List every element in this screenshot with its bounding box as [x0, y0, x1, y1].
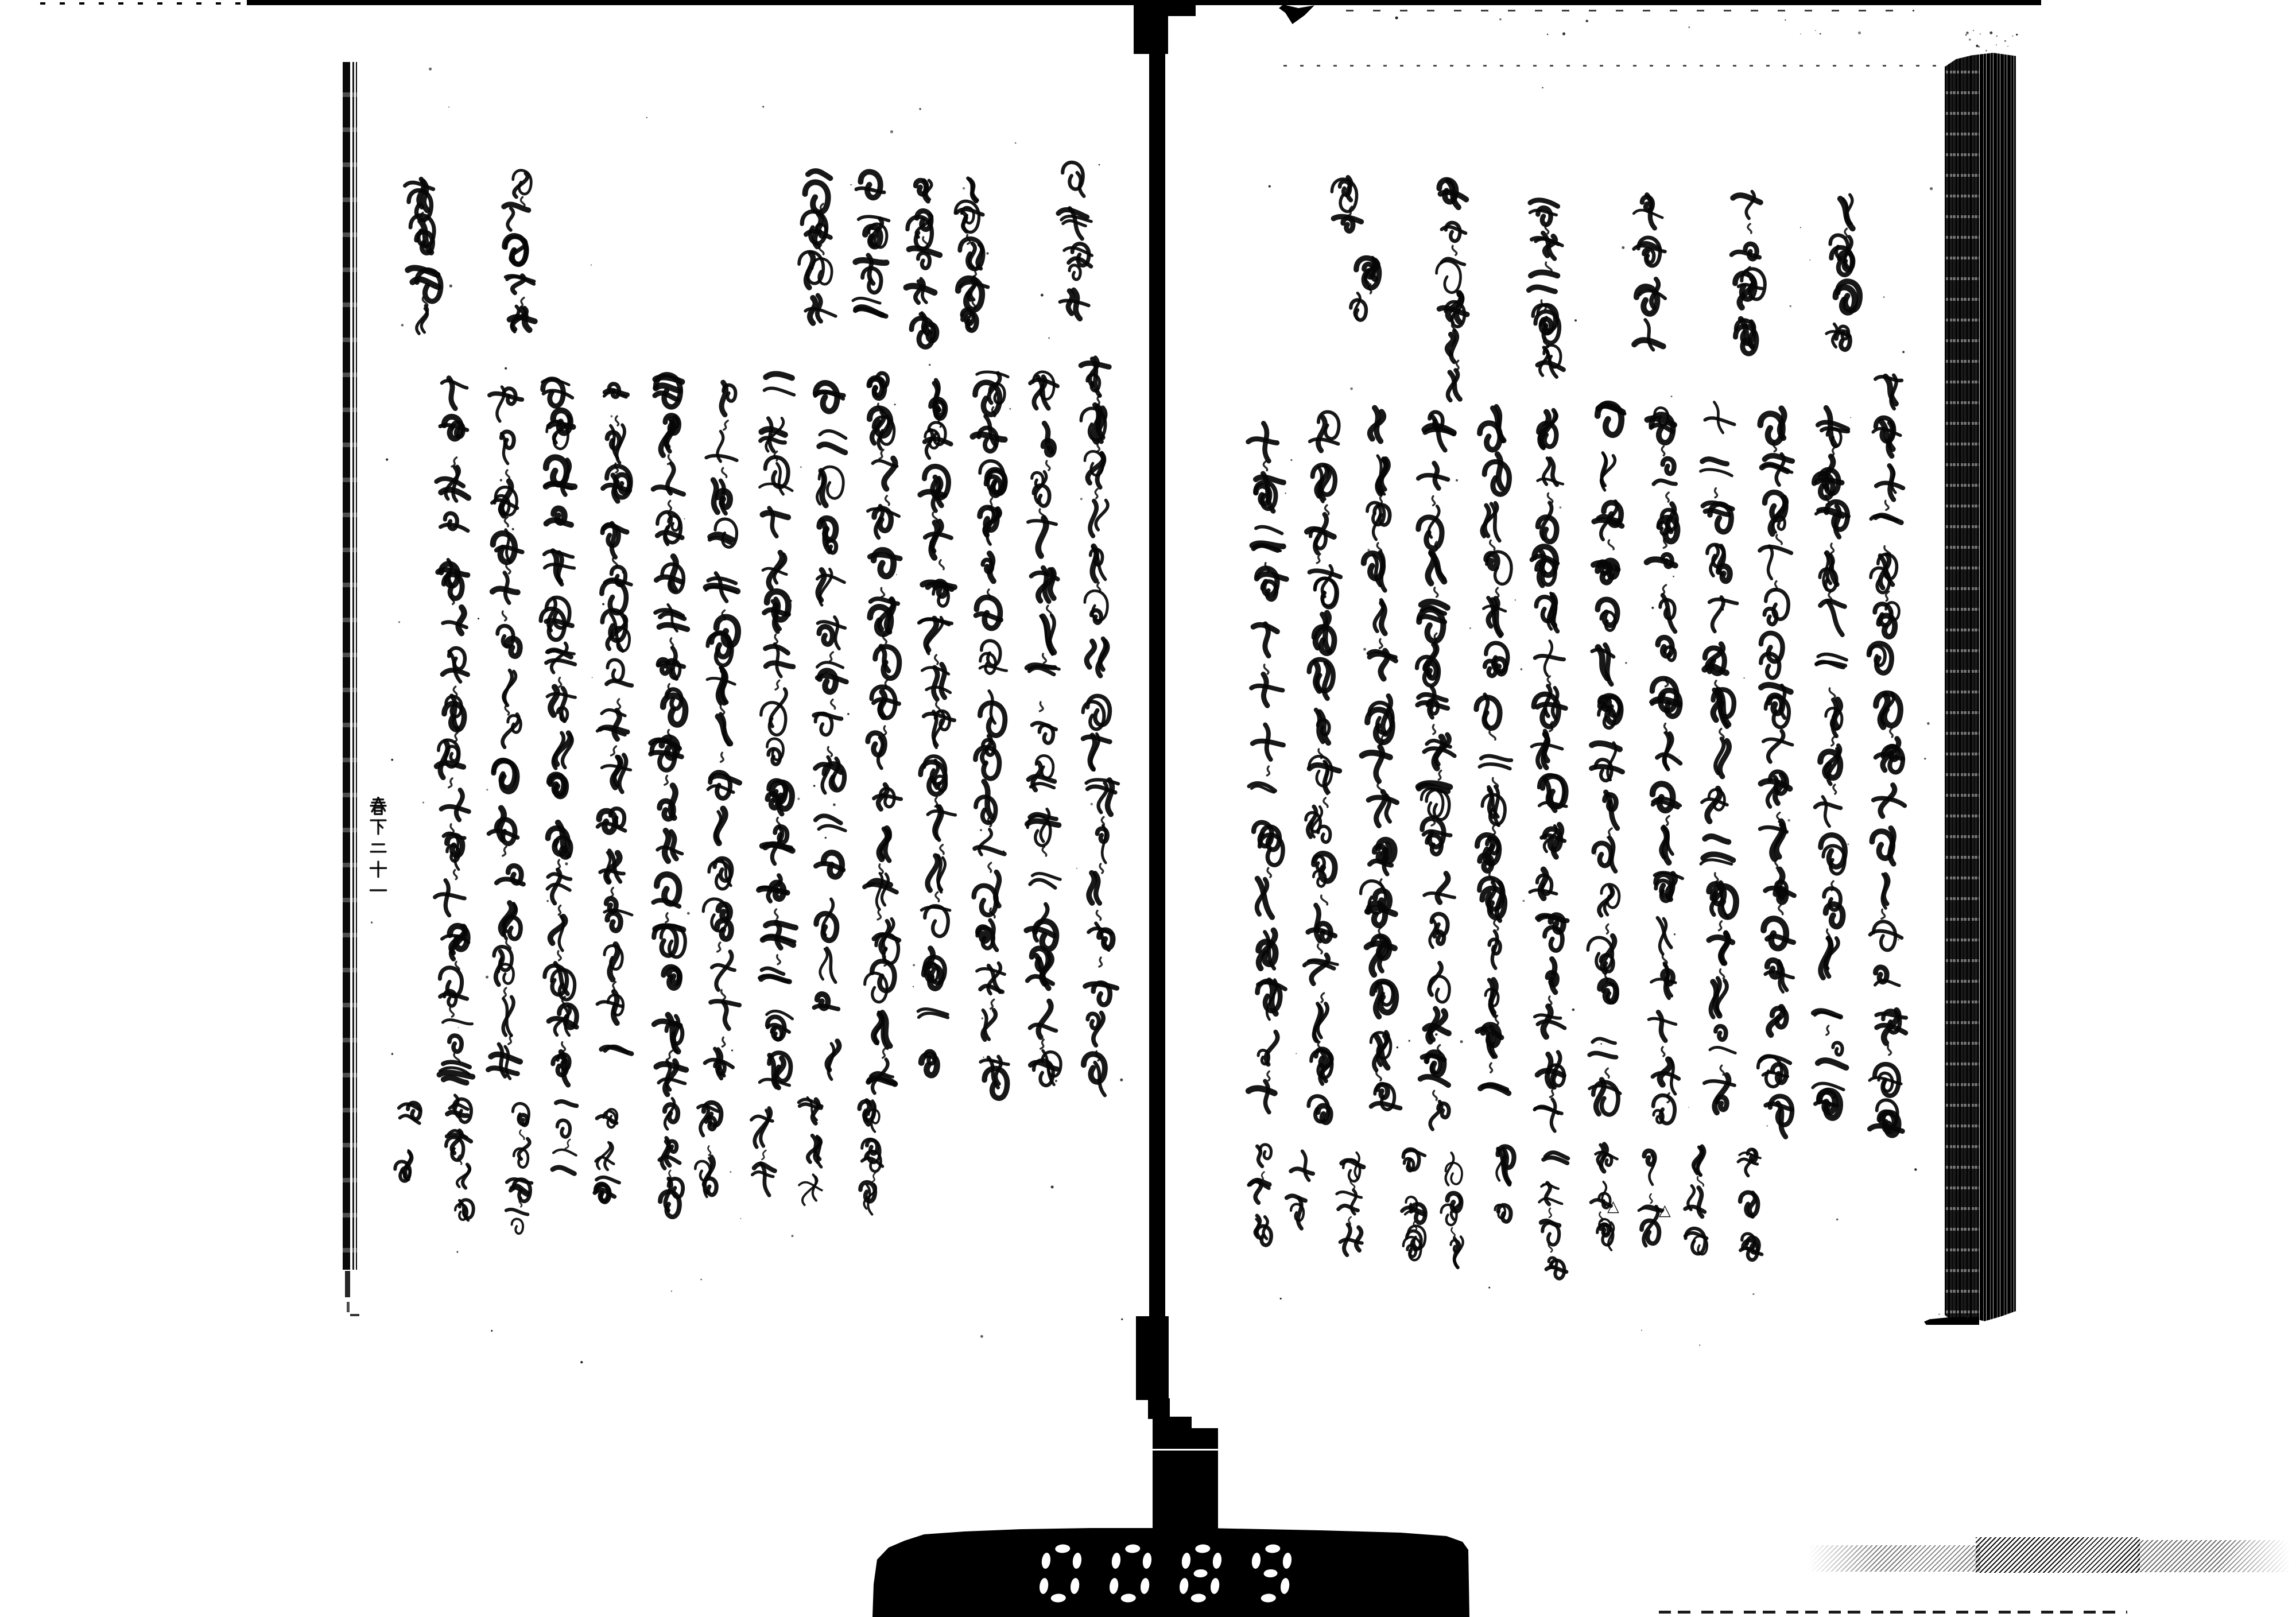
text-column	[1813, 408, 1848, 1118]
attribution-label	[1287, 1151, 1313, 1229]
header-column	[955, 179, 988, 331]
attribution-label	[506, 1103, 532, 1234]
header-column	[1634, 195, 1665, 350]
text-column	[1026, 372, 1061, 1085]
header-column	[1826, 195, 1860, 350]
header-column	[1058, 162, 1092, 319]
text-column	[598, 384, 633, 1054]
header-column	[1732, 192, 1765, 354]
text-column	[1701, 402, 1737, 1113]
text-column	[703, 382, 739, 1079]
attribution-label	[553, 1102, 577, 1174]
header-column	[1332, 177, 1361, 231]
attribution-label	[1639, 1151, 1663, 1246]
text-column	[918, 380, 955, 1075]
text-column	[1758, 409, 1794, 1137]
header-column	[1351, 258, 1379, 320]
text-column	[1647, 408, 1682, 1123]
attribution-label	[595, 1109, 619, 1202]
attribution-label	[859, 1100, 882, 1214]
text-column	[1476, 406, 1511, 1093]
text-column	[1869, 375, 1906, 1135]
text-column	[1530, 410, 1567, 1131]
text-column	[1588, 404, 1624, 1115]
attribution-label	[1249, 1145, 1271, 1246]
text-column	[1361, 408, 1401, 1110]
header-column	[1437, 180, 1467, 400]
header-column	[504, 170, 535, 332]
attribution-label	[1441, 1153, 1463, 1267]
header-column	[1529, 200, 1564, 377]
text-column	[435, 378, 473, 1083]
attribution-label	[1685, 1146, 1707, 1255]
text-column	[1248, 423, 1286, 1112]
attribution-label	[446, 1095, 474, 1220]
text-column	[1417, 412, 1455, 1130]
text-column	[973, 372, 1009, 1098]
attribution-label	[1337, 1153, 1364, 1255]
proof-mark-triangle: △	[1659, 1201, 1671, 1219]
scan-noise-specks	[371, 17, 2018, 1364]
proof-mark-triangle: △	[1607, 1197, 1619, 1215]
attribution-label	[1591, 1144, 1618, 1250]
margin-note-glyphs	[370, 797, 386, 890]
text-column	[651, 375, 688, 1095]
text-column	[488, 387, 523, 1079]
attribution-label	[695, 1103, 721, 1197]
attribution-label	[751, 1108, 775, 1195]
attribution-label	[1495, 1146, 1514, 1222]
attribution-label	[660, 1099, 683, 1217]
attribution-label	[1402, 1149, 1425, 1260]
header-column	[405, 179, 441, 334]
text-column	[1081, 358, 1118, 1095]
text-column	[864, 373, 901, 1093]
attribution-label	[1738, 1149, 1762, 1260]
header-column	[853, 172, 889, 316]
text-column	[759, 374, 796, 1088]
header-column	[799, 171, 836, 323]
text-column	[814, 383, 846, 1079]
text-column	[541, 379, 577, 1085]
text-column	[1304, 412, 1340, 1123]
header-column	[906, 180, 940, 347]
attribution-label	[395, 1103, 420, 1181]
attribution-label	[1539, 1153, 1568, 1279]
attribution-label	[799, 1098, 822, 1205]
